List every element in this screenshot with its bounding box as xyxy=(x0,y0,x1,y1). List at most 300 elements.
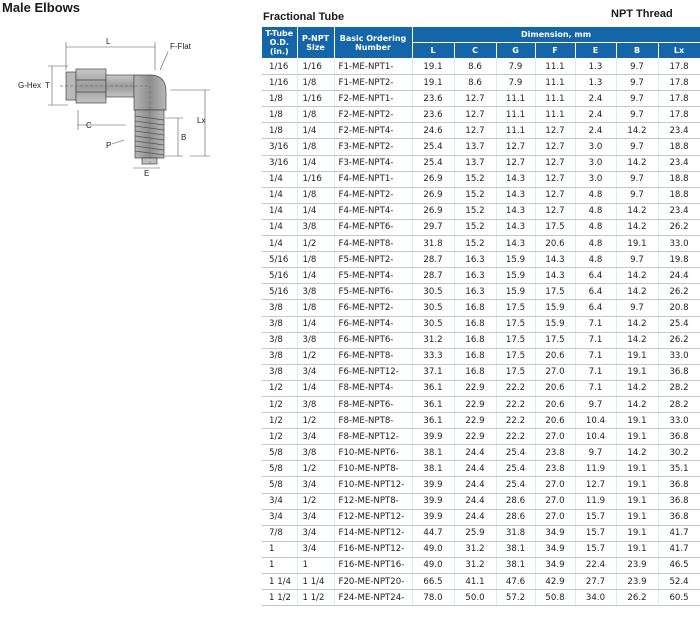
cell-ordering-number: F2-ME-NPT1- xyxy=(334,91,412,107)
cell-C: 15.2 xyxy=(454,203,496,219)
cell-L: 36.1 xyxy=(412,380,454,396)
cell-B: 14.2 xyxy=(616,380,658,396)
cell-E: 4.8 xyxy=(575,252,616,268)
cell-F: 17.5 xyxy=(535,332,575,348)
cell-E: 3.0 xyxy=(575,155,616,171)
cell-C: 13.7 xyxy=(454,139,496,155)
cell-npt-size: 1/8 xyxy=(297,107,334,123)
cell-npt-size: 1/2 xyxy=(297,236,334,252)
cell-tube-od: 3/4 xyxy=(262,509,297,525)
cell-F: 17.5 xyxy=(535,219,575,235)
cell-tube-od: 5/16 xyxy=(262,268,297,284)
cell-F: 11.1 xyxy=(535,59,575,75)
cell-C: 16.3 xyxy=(454,268,496,284)
cell-ordering-number: F2-ME-NPT2- xyxy=(334,107,412,123)
table-row xyxy=(262,557,700,573)
cell-C: 16.8 xyxy=(454,300,496,316)
cell-F: 20.6 xyxy=(535,236,575,252)
cell-tube-od: 3/16 xyxy=(262,155,297,171)
cell-E: 1.3 xyxy=(575,75,616,91)
cell-G: 17.5 xyxy=(496,300,535,316)
cell-ordering-number: F6-ME-NPT12- xyxy=(334,364,412,380)
table-row xyxy=(262,525,700,541)
table-row xyxy=(262,332,700,348)
cell-ordering-number: F4-ME-NPT6- xyxy=(334,219,412,235)
cell-tube-od: 1/16 xyxy=(262,75,297,91)
cell-tube-od: 5/8 xyxy=(262,477,297,493)
cell-C: 24.4 xyxy=(454,493,496,509)
cell-ordering-number: F12-ME-NPT8- xyxy=(334,493,412,509)
cell-L: 19.1 xyxy=(412,59,454,75)
cell-tube-od: 5/8 xyxy=(262,461,297,477)
cell-F: 23.8 xyxy=(535,445,575,461)
header-C: C xyxy=(454,43,496,59)
cell-ordering-number: F5-ME-NPT2- xyxy=(334,252,412,268)
cell-C: 16.8 xyxy=(454,332,496,348)
cell-F: 12.7 xyxy=(535,187,575,203)
cell-ordering-number: F8-ME-NPT6- xyxy=(334,396,412,412)
cell-B: 14.2 xyxy=(616,445,658,461)
cell-C: 12.7 xyxy=(454,123,496,139)
cell-E: 6.4 xyxy=(575,284,616,300)
cell-Lx: 18.8 xyxy=(658,187,700,203)
cell-B: 19.1 xyxy=(616,541,658,557)
header-npt-size: P-NPT Size xyxy=(297,27,334,59)
cell-E: 6.4 xyxy=(575,268,616,284)
cell-Lx: 41.7 xyxy=(658,525,700,541)
cell-L: 25.4 xyxy=(412,139,454,155)
cell-F: 34.9 xyxy=(535,541,575,557)
cell-L: 25.4 xyxy=(412,155,454,171)
cell-tube-od: 1/2 xyxy=(262,396,297,412)
cell-E: 27.7 xyxy=(575,574,616,590)
table-row xyxy=(262,236,700,252)
cell-F: 12.7 xyxy=(535,139,575,155)
header-L: L xyxy=(412,43,454,59)
cell-Lx: 17.8 xyxy=(658,75,700,91)
cell-Lx: 28.2 xyxy=(658,380,700,396)
cell-npt-size: 1/16 xyxy=(297,91,334,107)
table-row xyxy=(262,461,700,477)
cell-L: 23.6 xyxy=(412,91,454,107)
table-row xyxy=(262,396,700,412)
table-row xyxy=(262,203,700,219)
cell-C: 8.6 xyxy=(454,75,496,91)
cell-B: 9.7 xyxy=(616,300,658,316)
cell-L: 49.0 xyxy=(412,557,454,573)
cell-C: 24.4 xyxy=(454,477,496,493)
cell-tube-od: 5/8 xyxy=(262,445,297,461)
cell-tube-od: 1/4 xyxy=(262,187,297,203)
cell-L: 26.9 xyxy=(412,187,454,203)
cell-F: 15.9 xyxy=(535,316,575,332)
cell-npt-size: 3/4 xyxy=(297,541,334,557)
table-row xyxy=(262,75,700,91)
cell-npt-size: 1 xyxy=(297,557,334,573)
label-B: B xyxy=(181,133,187,142)
cell-npt-size: 3/8 xyxy=(297,445,334,461)
cell-ordering-number: F5-ME-NPT4- xyxy=(334,268,412,284)
cell-tube-od: 1/8 xyxy=(262,91,297,107)
cell-npt-size: 1 1/2 xyxy=(297,590,334,606)
fitting-shape xyxy=(60,69,166,164)
cell-L: 31.2 xyxy=(412,332,454,348)
cell-F: 27.0 xyxy=(535,493,575,509)
cell-Lx: 33.0 xyxy=(658,413,700,429)
cell-F: 27.0 xyxy=(535,477,575,493)
cell-F: 20.6 xyxy=(535,413,575,429)
cell-B: 14.2 xyxy=(616,332,658,348)
cell-B: 14.2 xyxy=(616,123,658,139)
cell-E: 10.4 xyxy=(575,413,616,429)
cell-G: 25.4 xyxy=(496,445,535,461)
cell-L: 78.0 xyxy=(412,590,454,606)
cell-L: 26.9 xyxy=(412,203,454,219)
cell-F: 15.9 xyxy=(535,300,575,316)
cell-npt-size: 1 1/4 xyxy=(297,574,334,590)
header-G: G xyxy=(496,43,535,59)
cell-F: 34.9 xyxy=(535,557,575,573)
cell-G: 31.8 xyxy=(496,525,535,541)
cell-L: 28.7 xyxy=(412,268,454,284)
table-row xyxy=(262,509,700,525)
cell-ordering-number: F8-ME-NPT12- xyxy=(334,429,412,445)
cell-Lx: 36.8 xyxy=(658,477,700,493)
cell-E: 2.4 xyxy=(575,91,616,107)
cell-tube-od: 1 1/2 xyxy=(262,590,297,606)
cell-E: 10.4 xyxy=(575,429,616,445)
cell-E: 7.1 xyxy=(575,332,616,348)
cell-F: 20.6 xyxy=(535,348,575,364)
table-row xyxy=(262,187,700,203)
cell-G: 28.6 xyxy=(496,493,535,509)
cell-tube-od: 1/2 xyxy=(262,380,297,396)
cell-npt-size: 1/4 xyxy=(297,155,334,171)
label-G-hex: G-Hex xyxy=(18,81,42,90)
table-row xyxy=(262,284,700,300)
cell-F: 23.8 xyxy=(535,461,575,477)
cell-C: 16.8 xyxy=(454,364,496,380)
cell-npt-size: 1/2 xyxy=(297,348,334,364)
cell-npt-size: 1/2 xyxy=(297,461,334,477)
cell-npt-size: 1/4 xyxy=(297,268,334,284)
cell-B: 14.2 xyxy=(616,219,658,235)
male-elbow-diagram xyxy=(0,30,230,190)
cell-G: 22.2 xyxy=(496,380,535,396)
header-Lx: Lx xyxy=(658,43,700,59)
cell-B: 19.1 xyxy=(616,348,658,364)
cell-F: 27.0 xyxy=(535,429,575,445)
cell-Lx: 26.2 xyxy=(658,284,700,300)
cell-Lx: 19.8 xyxy=(658,252,700,268)
cell-ordering-number: F24-ME-NPT24- xyxy=(334,590,412,606)
cell-tube-od: 3/8 xyxy=(262,300,297,316)
header-ordering-number: Basic Ordering Number xyxy=(334,27,412,59)
table-row xyxy=(262,91,700,107)
cell-L: 19.1 xyxy=(412,75,454,91)
cell-E: 6.4 xyxy=(575,300,616,316)
cell-ordering-number: F8-ME-NPT4- xyxy=(334,380,412,396)
cell-C: 24.4 xyxy=(454,461,496,477)
cell-npt-size: 1/8 xyxy=(297,139,334,155)
cell-npt-size: 3/4 xyxy=(297,429,334,445)
cell-C: 22.9 xyxy=(454,380,496,396)
cell-F: 20.6 xyxy=(535,396,575,412)
header-tube-od: T-Tube O.D. (in.) xyxy=(262,27,297,59)
cell-E: 2.4 xyxy=(575,123,616,139)
cell-L: 39.9 xyxy=(412,429,454,445)
cell-E: 15.7 xyxy=(575,509,616,525)
cell-npt-size: 3/4 xyxy=(297,364,334,380)
table-row xyxy=(262,348,700,364)
cell-tube-od: 5/16 xyxy=(262,284,297,300)
cell-npt-size: 1/16 xyxy=(297,171,334,187)
cell-L: 38.1 xyxy=(412,461,454,477)
cell-G: 15.9 xyxy=(496,284,535,300)
cell-Lx: 46.5 xyxy=(658,557,700,573)
cell-npt-size: 3/8 xyxy=(297,332,334,348)
cell-G: 17.5 xyxy=(496,348,535,364)
cell-Lx: 36.8 xyxy=(658,364,700,380)
cell-Lx: 20.8 xyxy=(658,300,700,316)
cell-C: 22.9 xyxy=(454,396,496,412)
cell-tube-od: 5/16 xyxy=(262,252,297,268)
table-row xyxy=(262,268,700,284)
cell-F: 42.9 xyxy=(535,574,575,590)
cell-tube-od: 1/8 xyxy=(262,123,297,139)
cell-F: 12.7 xyxy=(535,123,575,139)
table-body xyxy=(262,59,700,606)
cell-L: 30.5 xyxy=(412,316,454,332)
cell-Lx: 18.8 xyxy=(658,171,700,187)
cell-B: 9.7 xyxy=(616,107,658,123)
cell-tube-od: 1 xyxy=(262,541,297,557)
cell-B: 23.9 xyxy=(616,574,658,590)
cell-F: 20.6 xyxy=(535,380,575,396)
cell-ordering-number: F2-ME-NPT4- xyxy=(334,123,412,139)
cell-E: 4.8 xyxy=(575,187,616,203)
cell-tube-od: 1/4 xyxy=(262,171,297,187)
cell-B: 14.2 xyxy=(616,155,658,171)
cell-tube-od: 1/8 xyxy=(262,107,297,123)
cell-E: 7.1 xyxy=(575,316,616,332)
table-row xyxy=(262,123,700,139)
cell-Lx: 23.4 xyxy=(658,123,700,139)
cell-tube-od: 3/8 xyxy=(262,364,297,380)
header-B: B xyxy=(616,43,658,59)
cell-Lx: 17.8 xyxy=(658,107,700,123)
cell-B: 19.1 xyxy=(616,477,658,493)
cell-E: 9.7 xyxy=(575,445,616,461)
cell-npt-size: 1/4 xyxy=(297,123,334,139)
cell-F: 34.9 xyxy=(535,525,575,541)
cell-E: 4.8 xyxy=(575,236,616,252)
cell-npt-size: 1/8 xyxy=(297,187,334,203)
cell-E: 15.7 xyxy=(575,525,616,541)
table-row xyxy=(262,171,700,187)
cell-E: 3.0 xyxy=(575,171,616,187)
cell-L: 30.5 xyxy=(412,300,454,316)
cell-B: 9.7 xyxy=(616,59,658,75)
cell-tube-od: 3/4 xyxy=(262,493,297,509)
table-row xyxy=(262,413,700,429)
cell-B: 14.2 xyxy=(616,316,658,332)
cell-ordering-number: F20-ME-NPT20- xyxy=(334,574,412,590)
label-P: P xyxy=(106,141,112,150)
cell-F: 50.8 xyxy=(535,590,575,606)
cell-F: 14.3 xyxy=(535,252,575,268)
cell-L: 37.1 xyxy=(412,364,454,380)
cell-L: 24.6 xyxy=(412,123,454,139)
cell-L: 66.5 xyxy=(412,574,454,590)
cell-G: 14.3 xyxy=(496,236,535,252)
cell-ordering-number: F16-ME-NPT12- xyxy=(334,541,412,557)
cell-E: 7.1 xyxy=(575,364,616,380)
cell-C: 16.8 xyxy=(454,348,496,364)
cell-B: 9.7 xyxy=(616,187,658,203)
cell-G: 14.3 xyxy=(496,219,535,235)
cell-E: 12.7 xyxy=(575,477,616,493)
cell-Lx: 17.8 xyxy=(658,91,700,107)
cell-G: 38.1 xyxy=(496,541,535,557)
cell-B: 14.2 xyxy=(616,284,658,300)
cell-ordering-number: F6-ME-NPT4- xyxy=(334,316,412,332)
label-E: E xyxy=(144,169,150,178)
cell-Lx: 41.7 xyxy=(658,541,700,557)
cell-L: 26.9 xyxy=(412,171,454,187)
cell-npt-size: 1/2 xyxy=(297,413,334,429)
cell-Lx: 26.2 xyxy=(658,332,700,348)
cell-L: 29.7 xyxy=(412,219,454,235)
cell-npt-size: 1/4 xyxy=(297,380,334,396)
cell-C: 50.0 xyxy=(454,590,496,606)
cell-npt-size: 3/4 xyxy=(297,525,334,541)
cell-B: 19.1 xyxy=(616,461,658,477)
cell-F: 11.1 xyxy=(535,91,575,107)
cell-L: 28.7 xyxy=(412,252,454,268)
cell-B: 19.1 xyxy=(616,525,658,541)
table-row xyxy=(262,219,700,235)
header-F: F xyxy=(535,43,575,59)
label-T: T xyxy=(45,81,50,90)
cell-ordering-number: F1-ME-NPT2- xyxy=(334,75,412,91)
cell-G: 47.6 xyxy=(496,574,535,590)
cell-G: 12.7 xyxy=(496,155,535,171)
cell-ordering-number: F4-ME-NPT1- xyxy=(334,171,412,187)
cell-G: 38.1 xyxy=(496,557,535,573)
cell-E: 9.7 xyxy=(575,396,616,412)
cell-E: 34.0 xyxy=(575,590,616,606)
cell-L: 39.9 xyxy=(412,509,454,525)
cell-npt-size: 3/8 xyxy=(297,284,334,300)
table-row xyxy=(262,590,700,606)
cell-G: 11.1 xyxy=(496,91,535,107)
cell-Lx: 23.4 xyxy=(658,155,700,171)
cell-G: 7.9 xyxy=(496,59,535,75)
cell-G: 14.3 xyxy=(496,187,535,203)
cell-C: 31.2 xyxy=(454,557,496,573)
cell-B: 9.7 xyxy=(616,139,658,155)
cell-Lx: 52.4 xyxy=(658,574,700,590)
cell-tube-od: 1 xyxy=(262,557,297,573)
cell-B: 14.2 xyxy=(616,396,658,412)
cell-ordering-number: F4-ME-NPT2- xyxy=(334,187,412,203)
cell-npt-size: 3/4 xyxy=(297,477,334,493)
cell-B: 19.1 xyxy=(616,413,658,429)
cell-npt-size: 1/8 xyxy=(297,252,334,268)
cell-tube-od: 1/2 xyxy=(262,413,297,429)
table-row xyxy=(262,155,700,171)
table-row xyxy=(262,139,700,155)
cell-tube-od: 3/8 xyxy=(262,348,297,364)
cell-F: 17.5 xyxy=(535,284,575,300)
cell-B: 19.1 xyxy=(616,429,658,445)
cell-B: 9.7 xyxy=(616,252,658,268)
cell-tube-od: 1/4 xyxy=(262,236,297,252)
cell-L: 23.6 xyxy=(412,107,454,123)
cell-L: 33.3 xyxy=(412,348,454,364)
cell-ordering-number: F14-ME-NPT12- xyxy=(334,525,412,541)
cell-Lx: 18.8 xyxy=(658,139,700,155)
cell-L: 38.1 xyxy=(412,445,454,461)
table-row xyxy=(262,364,700,380)
cell-ordering-number: F4-ME-NPT8- xyxy=(334,236,412,252)
cell-npt-size: 3/8 xyxy=(297,396,334,412)
cell-ordering-number: F12-ME-NPT12- xyxy=(334,509,412,525)
cell-E: 11.9 xyxy=(575,493,616,509)
cell-G: 7.9 xyxy=(496,75,535,91)
cell-C: 24.4 xyxy=(454,509,496,525)
cell-G: 15.9 xyxy=(496,268,535,284)
cell-B: 26.2 xyxy=(616,590,658,606)
cell-Lx: 35.1 xyxy=(658,461,700,477)
cell-ordering-number: F4-ME-NPT4- xyxy=(334,203,412,219)
cell-E: 1.3 xyxy=(575,59,616,75)
cell-C: 15.2 xyxy=(454,171,496,187)
cell-G: 15.9 xyxy=(496,252,535,268)
cell-F: 11.1 xyxy=(535,107,575,123)
cell-tube-od: 3/8 xyxy=(262,332,297,348)
cell-ordering-number: F10-ME-NPT12- xyxy=(334,477,412,493)
cell-ordering-number: F6-ME-NPT8- xyxy=(334,348,412,364)
table-row xyxy=(262,445,700,461)
cell-npt-size: 1/2 xyxy=(297,493,334,509)
table-row xyxy=(262,252,700,268)
cell-ordering-number: F10-ME-NPT8- xyxy=(334,461,412,477)
cell-Lx: 33.0 xyxy=(658,236,700,252)
table-row xyxy=(262,316,700,332)
cell-C: 22.9 xyxy=(454,413,496,429)
cell-tube-od: 1/4 xyxy=(262,203,297,219)
table-row xyxy=(262,541,700,557)
cell-Lx: 24.4 xyxy=(658,268,700,284)
table-row xyxy=(262,574,700,590)
cell-G: 22.2 xyxy=(496,413,535,429)
cell-E: 3.0 xyxy=(575,139,616,155)
cell-C: 13.7 xyxy=(454,155,496,171)
cell-F: 14.3 xyxy=(535,268,575,284)
cell-F: 12.7 xyxy=(535,171,575,187)
cell-E: 4.8 xyxy=(575,203,616,219)
cell-Lx: 36.8 xyxy=(658,493,700,509)
cell-C: 24.4 xyxy=(454,445,496,461)
cell-Lx: 30.2 xyxy=(658,445,700,461)
cell-F: 27.0 xyxy=(535,509,575,525)
cell-tube-od: 7/8 xyxy=(262,525,297,541)
table-title: Fractional Tube xyxy=(263,11,345,23)
page-title: Male Elbows xyxy=(2,0,81,15)
cell-G: 28.6 xyxy=(496,509,535,525)
